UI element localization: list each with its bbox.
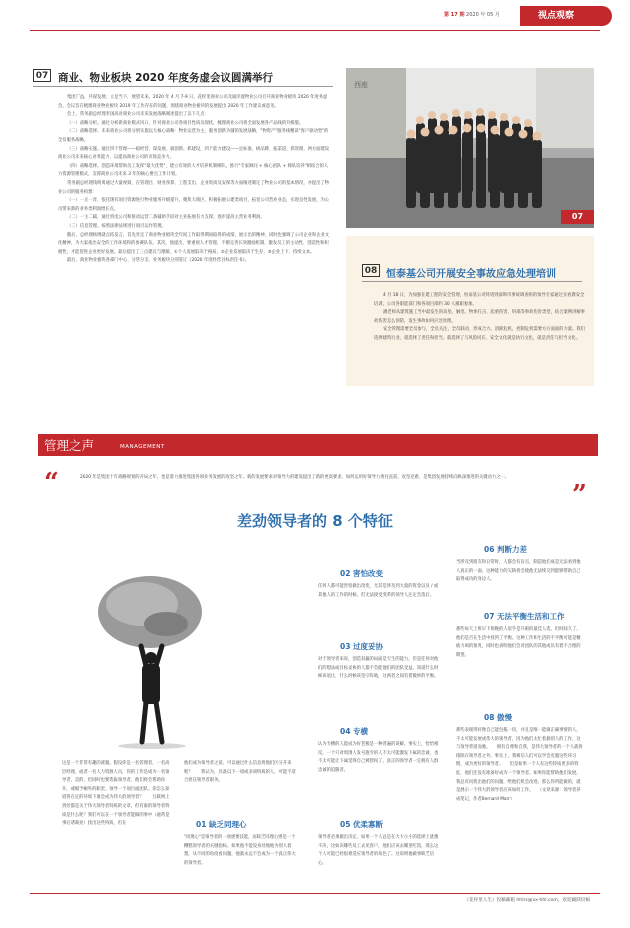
item-body: 当涉及到朋友和日常时，人都会有盲点，制造他们成是无法看到他人真正的一面，这种能力的欠缺将会使他无法续交到能够帮助自己取得成功的身边人。 xyxy=(456,560,581,583)
header-logo: 视点观察 xyxy=(520,6,612,26)
item-body: 任何人都可能害怕做出改变，尤其是涉及到大量的资金以及 / 或其他人的工作的时候。但无法接受变革的领导人注定会落后。 xyxy=(318,584,439,598)
close-quote-mark: ” xyxy=(572,480,587,510)
section-08-body xyxy=(374,292,586,388)
divider xyxy=(33,86,333,87)
paragraph: 集团广益，共谋发展；立足当下，展望未来。2020 年 4 月 7-9 日，花样里商业公司及通洋置物业公司召开商业物业板块 2020 年度务虚会。会议旨在梳理商业物业板块 2019 年工作存在的问题，围绕商业物业板块的发展提出 2020 年工作建议或意见。 xyxy=(58,95,328,109)
item-heading: 02 害怕改变 xyxy=(340,569,384,578)
paragraph: （二）一主二辅，通过机电公司和驱动运营二条辅助手段对主业拓展有力支撑，逐步提高主营业务利润。 xyxy=(67,215,265,221)
section-08-number: 08 xyxy=(362,264,380,277)
paragraph: （三）战略实施。通过四个管理——稳经营、谋发展、搞创新、抓建设，四个能力建设——定标准、树品牌、拓渠道、抓管理，两方面建设商业公司未来核心业务能力，以提高商业公司的市场竞争力。 xyxy=(58,146,330,161)
item-body: 那些每天上班早下班晚的人似乎是升职的最佳人选，但时间久了，他们是否在生活中找到了平衡。这种工作和生活的不平衡可能是精疲力竭的预兆，同时也表明他们会对团队的其他成员有着不合理的期望。 xyxy=(456,627,581,658)
rock-lifter-illustration xyxy=(86,574,216,752)
article-col4 xyxy=(456,544,584,887)
section-08-title: 恒泰基公司开展安全事故应急处理培训 xyxy=(386,269,556,280)
issue-date: 2020 年 05 月 xyxy=(466,12,500,18)
paragraph: （一）战略分析。通过分析新商业模式风口，针对商业公司各项目性质及现状，梳理商业公司将全面发展各产品线的升级版。 xyxy=(67,120,304,126)
divider xyxy=(362,281,582,282)
item-body: 领导者必须做出决定，如果一个人总是在大大小小的选择上犹豫不决，比如决哪些员工去见客户，他们应该去哪里吃饭，那么这个人可能已经很难适应领导者的角色了。这说明他做事缺乏信心。 xyxy=(318,835,439,866)
paragraph: 安全管理需要全员参与，全员关注，全员联动，形成合力。消除危机，控制危机需要方方面面的力量。我们选择建筑行业，就选择了责任和担当。就选择了与风险同在，安全文化就是执行文化，就是责任与担当文化。 xyxy=(374,327,585,341)
footer-text: 《花样里人生》投稿邮箱 hhlrs@xx-hhl.com，欢迎踊跃投稿 xyxy=(464,898,590,903)
footer-rule xyxy=(30,893,600,894)
paragraph: 常务副总经理钱明勇通过大量视频，在管理目、财务预算、工程支出、企业资质及安保等方面阐述制定了物业公司的基本情况，并提出了物业公司的服务构想： xyxy=(58,180,330,195)
item-heading: 01 缺乏同理心 xyxy=(196,820,247,829)
management-intro: 2020 年是集团十年战略规划的开局之年，也是着力推进集团各项业务发展的攻坚之年。新的发展要求对领导力的建设提出了新的更高要求，如何运用好领导力勇往直前，攻坚克难，是集团发展持续向纵深推进的关键动力之一。 xyxy=(80,475,510,480)
item-heading: 08 傲慢 xyxy=(484,713,513,722)
article-col2 xyxy=(184,760,296,880)
item-body: 认为专横的人能成为好老板是一种普遍的误解。事实上，恰恰相反，一个只对周围人发号施令的人不太可能激发下属的忠诚，也不太可能让下属觉得自己被授权了。真正的领导者一定拥有人群忠诚的追随者。 xyxy=(318,742,439,773)
paragraph: 他们成为领导者之前，可以通过什么信息将他们区分开来呢？ 我认为，具备以下一项或多项特质的人，可能不适合担任领导者职务。 xyxy=(184,761,296,784)
open-quote-mark: “ xyxy=(44,468,59,498)
management-subtitle: MANAGEMENT xyxy=(120,444,165,450)
section-07-number: 07 xyxy=(33,69,51,82)
item-heading: 07 无法平衡生活和工作 xyxy=(484,612,565,621)
group-photo-illustration xyxy=(346,68,594,228)
section-07-body xyxy=(58,94,330,422)
paragraph: （二）战略选择。未来商业公司将分别实施以大核心战略：物业运营为主，服务创新为辅的发展战略，"物资产"服务线精读"客户驱动型"的全员服务战略。 xyxy=(58,129,329,143)
paragraph: 会上，常务副总经理李国高对商业公司未来发展战略阐述提出了以下几点： xyxy=(67,112,209,118)
issue-number: 第 17 期 xyxy=(444,12,465,18)
paragraph: 潘老师从建筑施工当中最发生的高坠、触电、物体打击、起重伤害、坍塌等事故伤害类型，结合案例讲解事故伤害怎么预防，发生事故如何应急处理。 xyxy=(374,310,585,324)
paragraph: 4 月 18 日，为加强在建工程的安全管理，恒泰基公司特请到深圳市事故调查组的领导专家通过实看教安全培训，公司各职能部门和各项目部约 30 人履职参加。 xyxy=(374,293,585,307)
building-sign: 西座 xyxy=(354,81,368,89)
item-body: "同理心"是领导者的一项重要技能，而缺乏同理心则是一个糟糕领导者的关键指标。如果他不能设身处地地为别人着想，从不同的角度看问题，他就永远不会成为一个真正伟大的领导者。 xyxy=(184,835,296,866)
article-col3 xyxy=(318,544,442,904)
item-body: 那些表现得好像自己能包揽一切，并且是唯一能做正确事情的人，不太可能发展成伟大的领导者，因为他们太忙着搞别人的工作，这与领导背道而驰。 拥有自尊和自我，是伟大领导者的一个人就将排除在领导者之外。事实上，我相信人们可以学会克服这些坏习惯，成为更好的领导者。 但是如果一个人有这些特质更多的特征，他们还没有准备好成为一个领导者。如果你能帮助他们发展，我总有问我出他们的问题，给他们机会改进。那么你所能做的，就是展示一个伟大的领导者应该如何工作。 （文章来源：领导者养成笔记，作者Bernard Marr） xyxy=(456,728,583,802)
item-heading: 05 优柔寡断 xyxy=(340,820,384,829)
article-title: 差劲领导者的 8 个特征 xyxy=(237,512,393,530)
paragraph: 最后，商业物业板块各部门中心、分管分支、业务板块分别签订《2020 年度经营目标责任书》。 xyxy=(67,258,250,264)
issue-info xyxy=(444,11,500,18)
item-heading: 03 过度妥协 xyxy=(340,642,384,651)
paragraph: （三）信息管理。按照法律法规进行项目运作管理。 xyxy=(67,223,166,229)
item-body: 对于领导者来说，创造双赢的局面是天生的能力，但是任何对他们的想法或目标妥协的人都不会能他们的团队受益。知道什么时候该退让，什么时候该坚守阵地，这两者之间有着微妙的平衡。 xyxy=(318,657,439,680)
paragraph: （四）战略选择。创造环境帮助员工发挥"最大优势"，建立有效的人才培养机制梯队，推行"专家顾问 + 核心团队 + 梯队培养"相结合的人力资源管理模式，支撑商业公司未来 3 年的核心要点工作计划。 xyxy=(58,163,329,178)
group-photo xyxy=(346,68,594,228)
item-heading: 04 专横 xyxy=(340,727,369,736)
section-07-title: 商业、物业板块 2020 年度务虚会议圆满举行 xyxy=(58,72,274,84)
photo-tag: 07 xyxy=(561,210,594,224)
paragraph: 随后，总经理杨博就点结发言，首先肯定了商业物业板块全年间工作取得期间取得的成绩，展示出的精神，同时也强调了公司企业和企业文化精神，为大家指出安全的工作环境和的参赛队伍。其次，他提出，要重视人才管理，不断完善长效激励机制，激发员工的主动性、创造性和积极性，才能促进企业更好发展。最后提出了三点建议与理解，①个人发展取决于格局，②企业发展取决于生存，③企业上下，持续文本。 xyxy=(58,232,330,255)
paragraph: （一）一正一奇，依托现有项目资源进行物业服务升级提升，聚焦大商区，积极拓展公建类项目，拓宽公司营业业态，实现良性发展，为公司带来新的业务类利润增长点。 xyxy=(58,198,330,212)
item-heading: 06 判断力差 xyxy=(484,545,528,554)
header-rule xyxy=(30,30,600,31)
management-title: 管理之声 xyxy=(44,438,95,453)
article-col1: 这是一个非常有趣的谜题。假设你是一名管理者，一名高层经理，或者一名人力资源人员，你的工作是成为一名领导者，是的，但同时也要选拔领导者，他们将会帮助你升，或赋予额外的职责。领导一个项目或团队。你怎么知道将在定的环境下谁会成为伟大的领导者？ 互联网上到处都是关于伟大领导者特质的文章，但有谁的领导者特质是什么呢？我们可以在一个领导者能做的事中（通常是事后诸葛亮）找出这些特质，但在 xyxy=(62,761,170,827)
